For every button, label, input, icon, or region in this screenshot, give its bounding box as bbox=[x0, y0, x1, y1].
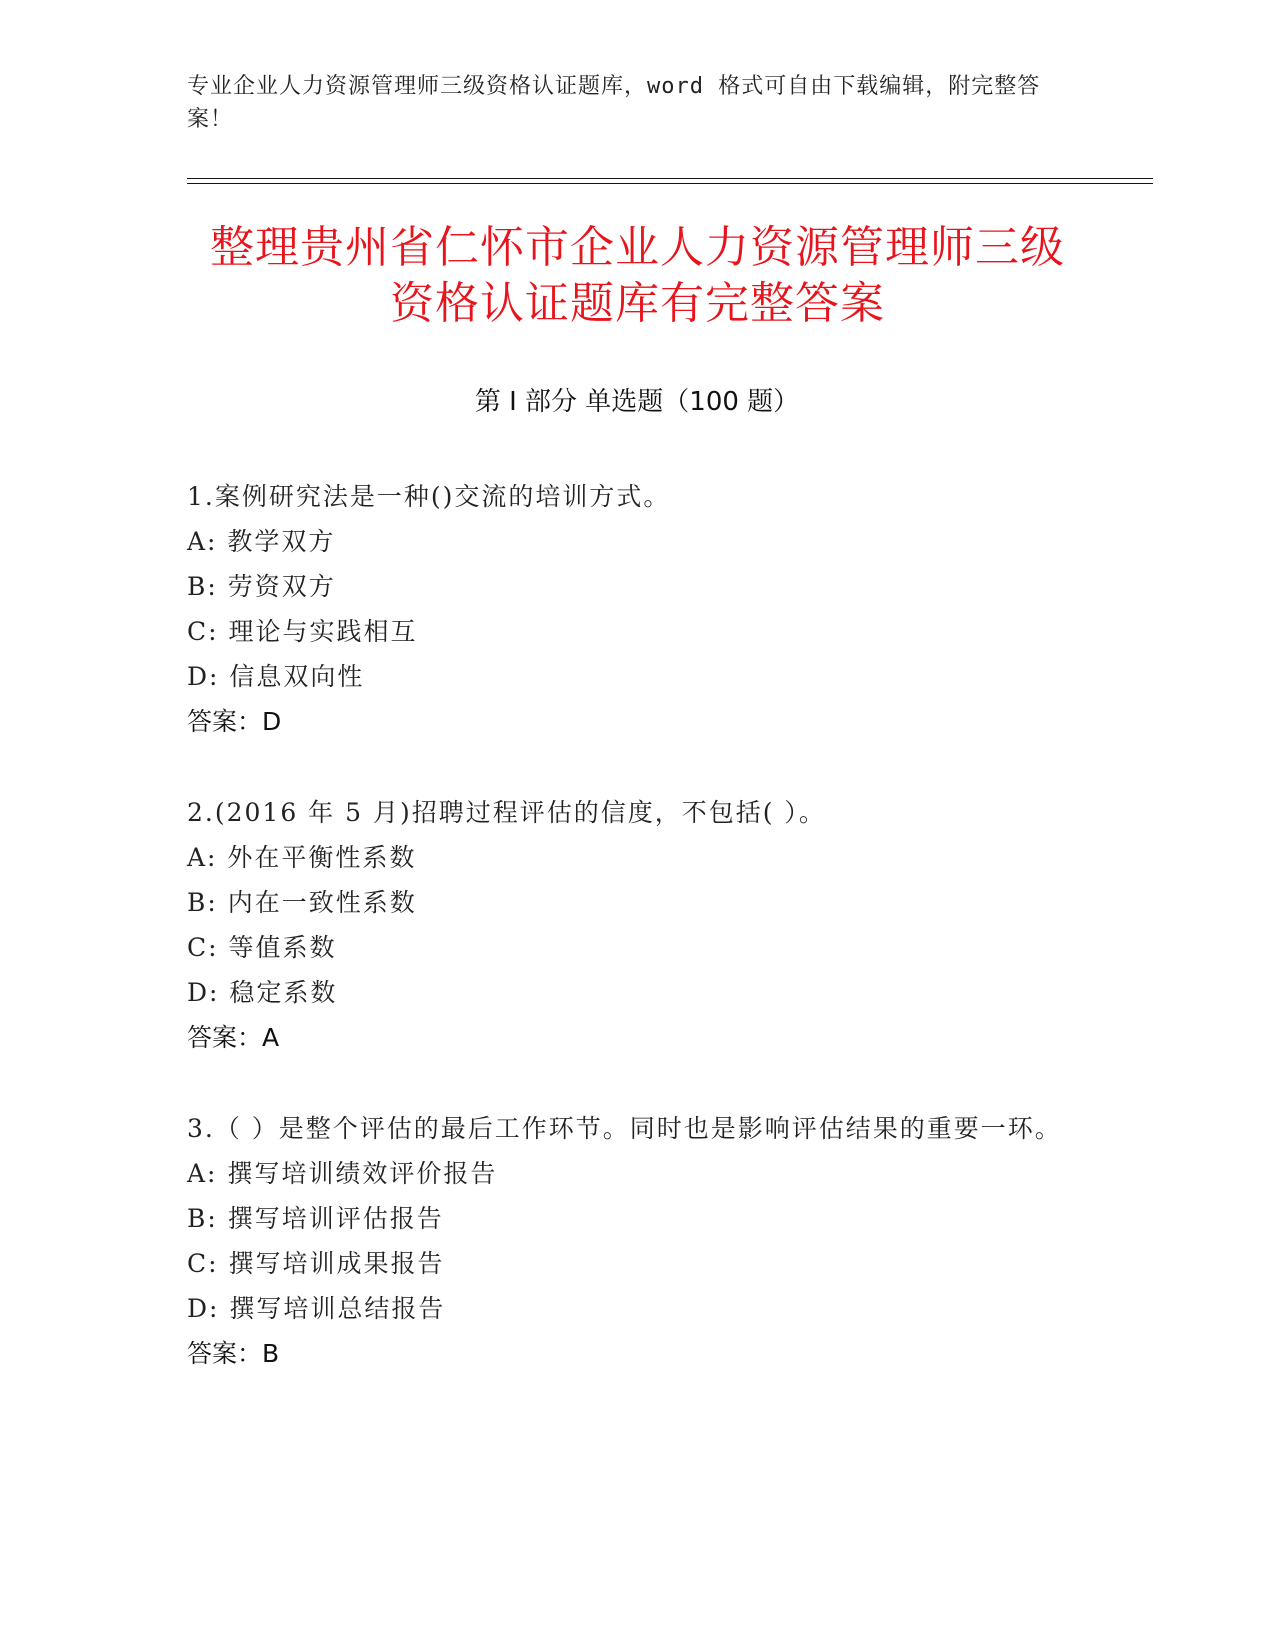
option-b: B: 内在一致性系数 bbox=[187, 888, 417, 917]
question-stem: 1.案例研究法是一种()交流的培训方式。 bbox=[187, 482, 671, 511]
question-stem: 3.（ ）是整个评估的最后工作环节。同时也是影响评估结果的重要一环。 bbox=[187, 1114, 1062, 1143]
answer: 答案：A bbox=[187, 1023, 280, 1052]
section-title: 第 I 部分 单选题（100 题） bbox=[474, 387, 800, 417]
question-1 bbox=[187, 474, 1087, 744]
option-a: A: 撰写培训绩效评价报告 bbox=[187, 1159, 498, 1188]
answer: 答案：B bbox=[187, 1339, 280, 1368]
option-c: C: 理论与实践相互 bbox=[187, 617, 418, 646]
option-c: C: 撰写培训成果报告 bbox=[187, 1249, 445, 1278]
question-2 bbox=[187, 790, 1087, 1060]
option-b: B: 撰写培训评估报告 bbox=[187, 1204, 444, 1233]
question-list bbox=[187, 474, 1087, 1422]
answer: 答案：D bbox=[187, 707, 282, 736]
document-title-line-1: 整理贵州省仁怀市企业人力资源管理师三级 bbox=[210, 222, 1065, 273]
option-d: D: 撰写培训总结报告 bbox=[187, 1294, 446, 1323]
header-rule-top bbox=[187, 178, 1153, 179]
option-d: D: 稳定系数 bbox=[187, 978, 338, 1007]
option-c: C: 等值系数 bbox=[187, 933, 337, 962]
option-d: D: 信息双向性 bbox=[187, 662, 365, 691]
question-stem: 2.(2016 年 5 月)招聘过程评估的信度，不包括( ）。 bbox=[187, 798, 826, 827]
question-3 bbox=[187, 1106, 1087, 1376]
option-b: B: 劳资双方 bbox=[187, 572, 336, 601]
document-title-line-2: 资格认证题库有完整答案 bbox=[390, 278, 885, 329]
header-rule-bottom bbox=[187, 183, 1153, 184]
option-a: A: 教学双方 bbox=[187, 527, 336, 556]
header-note: 专业企业人力资源管理师三级资格认证题库，word 格式可自由下载编辑，附完整答案！ bbox=[187, 74, 1041, 132]
document-title bbox=[160, 220, 1115, 332]
option-a: A: 外在平衡性系数 bbox=[187, 843, 417, 872]
